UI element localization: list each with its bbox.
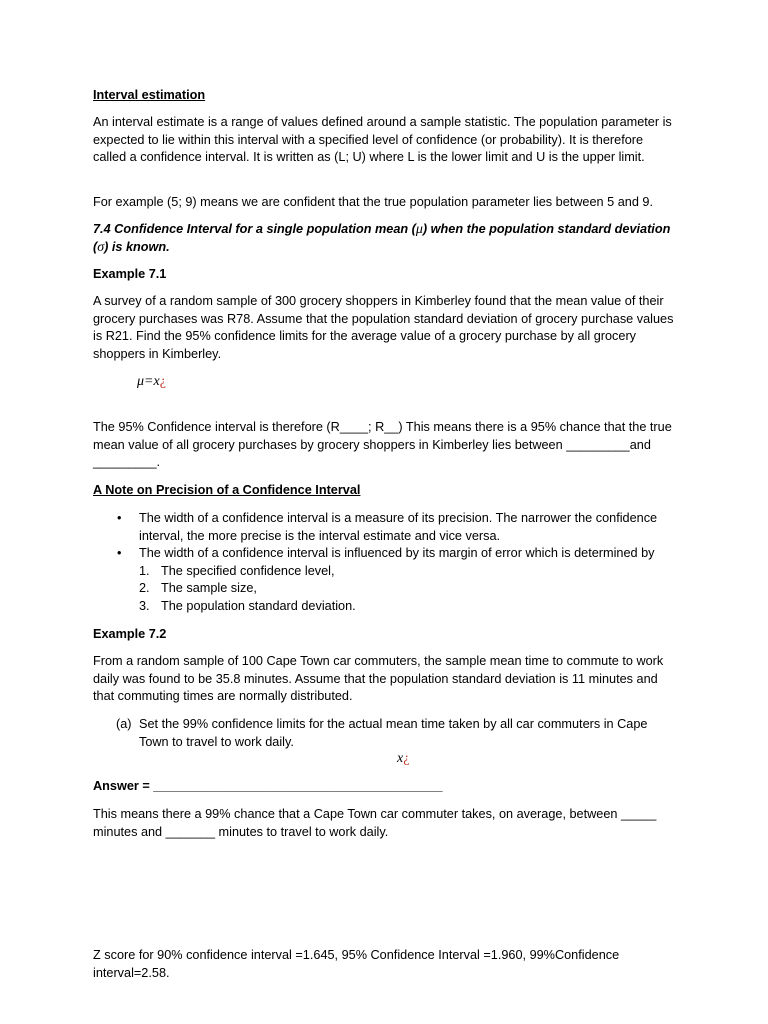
margin-factors-list [139,563,678,616]
interval-example-text: For example (5; 9) means we are confident that the true population parameter lies between 5 and 9. [93,195,653,209]
example-7-2-part-a [116,716,678,751]
mu-symbol: μ [415,222,423,237]
factor-item: 2. The sample size, [139,581,257,596]
example-7-2-formula: x¿ [397,751,410,766]
z-score-footer-note: Z score for 90% confidence interval =1.645, 95% Confidence Interval =1.960, 99%Confidence interval=2.58. [93,948,620,980]
bullet-icon: • [117,511,122,525]
example-7-2-conclusion: This means there a 99% chance that a Cape Town car commuter takes, on average, between _____ minutes and _______ minutes to travel to work daily. [93,807,657,839]
interval-estimation-paragraph: An interval estimate is a range of values defined around a sample statistic. The population parameter is expected to lie within this interval with a specified level of confidence (or probability). It is therefore called a confidence interval. It is written as (L; U) where L is the lower limit and U is the upper limit. [93,115,672,165]
precision-bullet-list [93,510,678,616]
bullet-icon: • [117,546,122,561]
answer-line: Answer = _________________________________________ [93,779,443,793]
part-a-text: Set the 99% confidence limits for the actual mean time taken by all car commuters in Cape Town to travel to work daily. [139,717,648,749]
example-7-1-text: A survey of a random sample of 300 grocery shoppers in Kimberley found that the mean value of their grocery purchases was R78. Assume that the population standard deviation of grocery purchase values is R21. Find the 95% confidence limits for the average value of a grocery purchase by all grocery shoppers in Kimberley. [93,294,674,361]
part-a-label: (a) [116,717,132,731]
precision-note-heading: A Note on Precision of a Confidence Interval [93,483,361,497]
precision-bullet-item: • The width of a confidence interval is a measure of its precision. The narrower the confidence interval, the more precise is the interval estimate and vice versa. [117,511,658,543]
factor-item: 1. The specified confidence level, [139,563,335,578]
example-7-1-formula: μ=x¿ [137,374,166,389]
section-7-4-title: 7.4 Confidence Interval for a single population mean (μ) when the population standard deviation (σ) is known. [93,222,671,255]
factor-item: 3. The population standard deviation. [139,598,356,613]
example-7-2-text: From a random sample of 100 Cape Town car commuters, the sample mean time to commute to work daily was found to be 35.8 minutes. Assume that the population standard deviation is 11 minutes and that commuting times are normally distributed. [93,654,664,704]
sigma-symbol: σ [97,239,105,255]
example-7-1-conclusion: The 95% Confidence interval is therefore (R____; R__) This means there is a 95% chance that the true mean value of all grocery purchases by grocery shoppers in Kimberley lies between _________and _________. [93,420,672,470]
missing-glyph-symbol: ¿ [159,374,166,389]
example-7-1-label: Example 7.1 [93,267,167,281]
interval-estimation-heading: Interval estimation [93,88,206,102]
precision-bullet-item: • The width of a confidence interval is influenced by its margin of error which is determined by 1. The specified confidence level, 2. The sample size, 3. The population standard deviation. [93,545,678,615]
missing-glyph-symbol: ¿ [403,751,410,766]
example-7-2-label: Example 7.2 [93,627,167,641]
